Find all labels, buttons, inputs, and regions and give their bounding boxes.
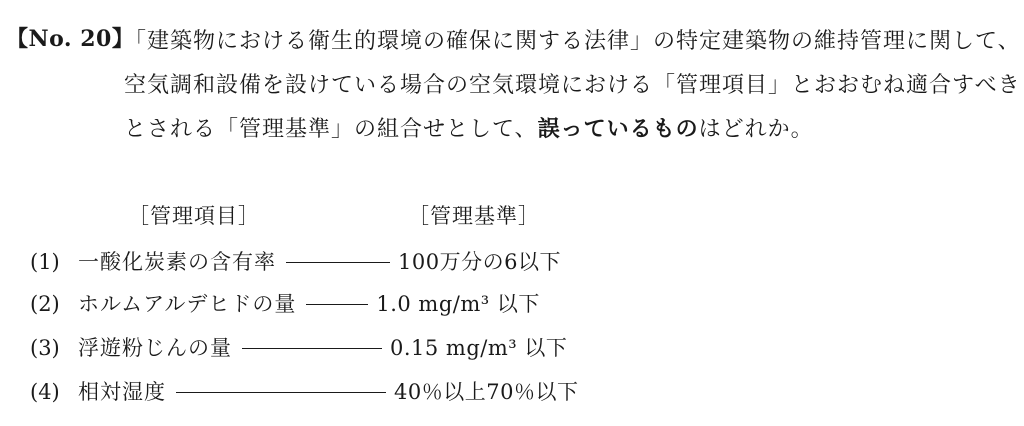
option-number: (4) [30,380,60,404]
option-number: (2) [30,292,60,316]
stem-emphasis: 誤っているもの [537,117,699,142]
leader-line [286,262,390,263]
option-1 [30,246,561,276]
stem-line-3-end: はどれか。 [698,117,814,142]
option-standard: 1.0 mg/m³ 以下 [376,292,540,316]
option-standard: 40％以上70％以下 [394,380,579,404]
option-4 [30,376,578,406]
stem-line-1: 「建築物における衛生的環境の確保に関する法律」の特定建築物の維持管理に関して、 [124,29,1021,54]
option-3 [30,332,567,362]
option-item: 一酸化炭素の含有率 [78,250,276,274]
stem-line-2: 空気調和設備を設けている場合の空気環境における「管理項目」とおおむね適合すべき [124,73,1021,98]
option-standard: 100万分の6以下 [398,250,561,274]
question-number: 【No. 20】 [6,26,135,52]
option-number: (1) [30,250,60,274]
option-item: ホルムアルデヒドの量 [78,292,297,316]
stem-line-3-text: とされる「管理基準」の組合せとして、 [124,117,538,142]
header-item: ［管理項目］ [128,204,260,228]
option-item: 相対湿度 [78,380,166,404]
stem-line-3 [124,112,814,143]
leader-line [176,392,386,393]
option-number: (3) [30,336,60,360]
option-item: 浮遊粉じんの量 [78,336,232,360]
header-standard: ［管理基準］ [408,204,540,228]
leader-line [306,304,368,305]
option-2 [30,288,540,318]
leader-line [242,348,382,349]
option-standard: 0.15 mg/m³ 以下 [390,336,568,360]
